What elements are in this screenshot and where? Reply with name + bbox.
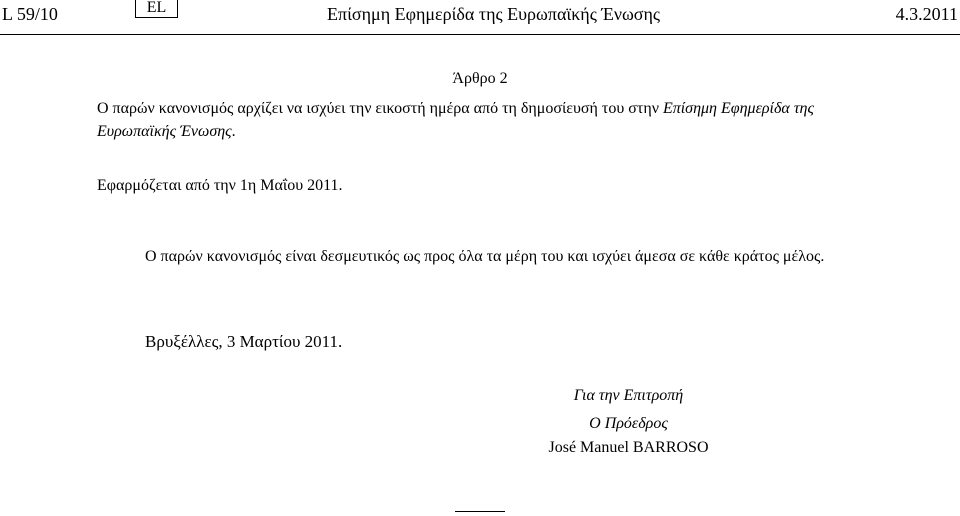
place-and-date: Βρυξέλλες, 3 Μαρτίου 2011. [145,332,343,351]
para1-text: Ο παρών κανονισμός αρχίζει να ισχύει την εικοστή ημέρα από τη δημοσίευσή του στην [97,100,663,117]
para1-journal-ref: Επίσημη Εφημερίδα της Ευρωπαϊκής Ένωσης [97,100,814,140]
signature-for: Για την Επιτροπή [573,387,684,404]
binding-clause: Ο παρών κανονισμός είναι δεσμευτικός ως προς όλα τα μέρη του και ισχύει άμεσα σε κάθε κράτος μέλος. [145,248,825,265]
publication-date: 4.3.2011 [895,4,958,24]
para1-period: . [231,123,236,140]
end-rule [455,511,505,512]
language-badge: EL [135,0,178,18]
header-rule [0,34,960,35]
signature-role: Ο Πρόεδρος [589,415,668,432]
journal-title: Επίσημη Εφημερίδα της Ευρωπαϊκής Ένωσης [327,4,661,24]
page-reference: L 59/10 [2,4,58,24]
article-title: Άρθρο 2 [452,70,508,87]
signatory-name: José Manuel BARROSO [548,439,709,456]
article-paragraph-2: Εφαρμόζεται από την 1η Μαΐου 2011. [97,177,343,194]
article-paragraph-1 [97,97,877,143]
